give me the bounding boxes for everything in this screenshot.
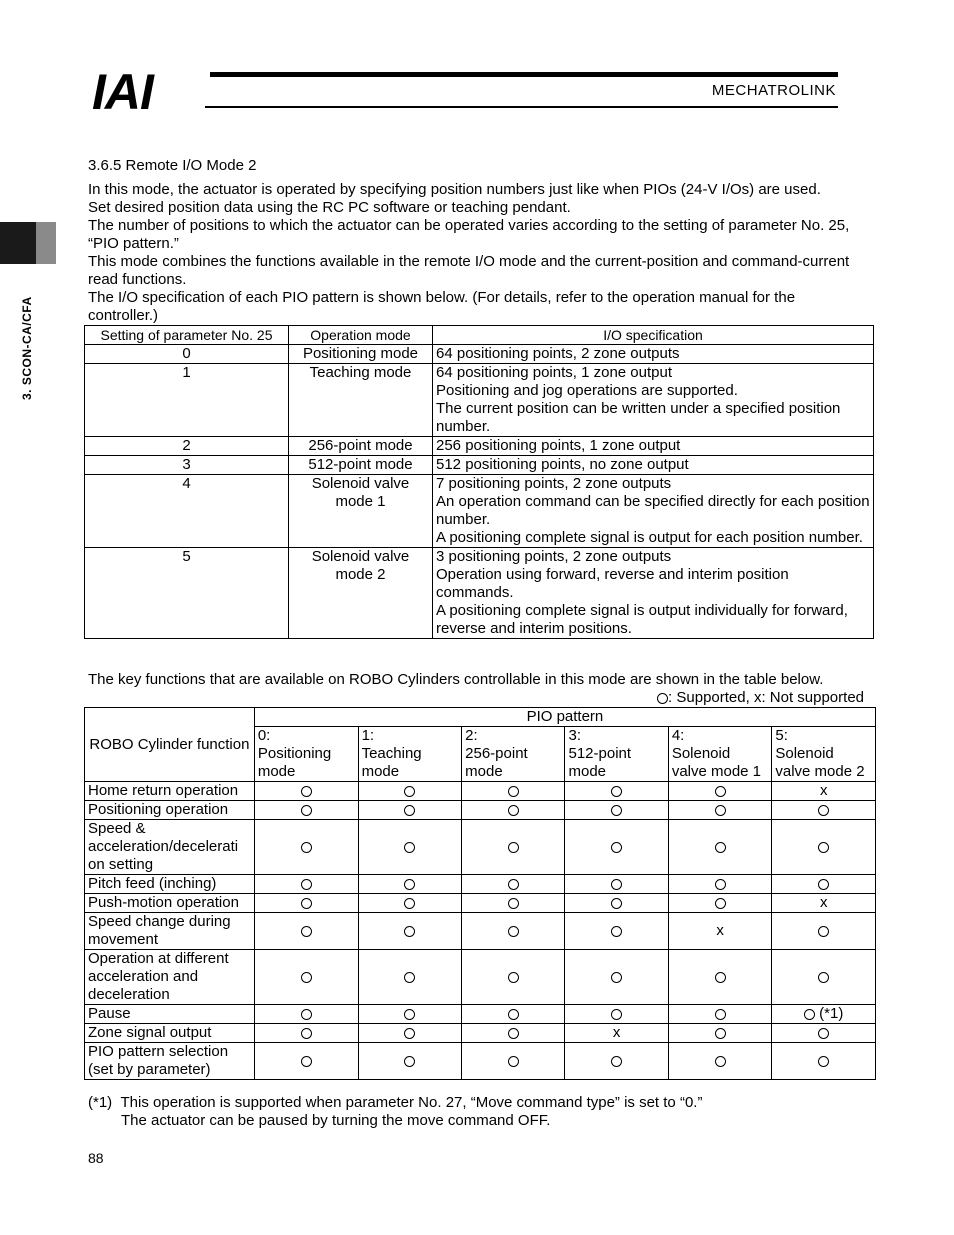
text-line: 64 positioning points, 2 zone outputs [436,345,680,362]
text-line: mode 2 [335,566,386,583]
support-cell [358,820,462,875]
support-cell [254,1005,358,1024]
circle-icon [818,1028,829,1039]
text-line: 256 positioning points, 1 zone output [436,437,681,454]
text-line: (set by parameter) [88,1061,211,1078]
setting-cell: 2 [85,437,289,456]
text-line: Pause [88,1005,131,1022]
text-line: 64 positioning points, 1 zone output [436,364,673,381]
text-line: 3: [568,727,581,744]
section-title: 3.6.5 Remote I/O Mode 2 [88,157,257,174]
support-cell [462,875,565,894]
function-cell [85,820,255,875]
mode-cell [289,475,433,548]
pio-pattern-table [84,325,874,639]
chapter-label: 3. SCON-CA/CFA [20,296,34,400]
text-line: Positioning mode [302,345,419,362]
text-line: Teaching [361,745,422,762]
circle-icon [301,926,312,937]
circle-icon [611,898,622,909]
support-cell [462,950,565,1005]
support-cell [772,950,876,1005]
table-row [85,437,874,456]
circle-icon [611,1056,622,1067]
circle-icon [715,1009,726,1020]
table-row [85,364,874,437]
functions-table [84,707,876,1080]
support-cell [462,801,565,820]
support-cell [358,1024,462,1043]
text-line: 7 positioning points, 2 zone outputs [436,475,672,492]
support-cell [668,875,772,894]
iai-logo: IAI [92,64,153,120]
footnote-ref: (*1) [815,1005,844,1022]
text-line: Solenoid [671,745,731,762]
intro-text [88,181,868,325]
circle-icon [715,879,726,890]
table-row [85,1043,876,1080]
support-cell [565,875,668,894]
support-cell [462,894,565,913]
circle-icon [508,1009,519,1020]
support-cell [772,913,876,950]
text-line: valve mode 2 [775,763,865,780]
circle-icon [508,898,519,909]
text-line: An operation command can be specified directly for each position number. [436,493,870,528]
spec-cell [433,364,874,437]
text-line: Positioning and jog operations are supported. [436,382,738,399]
legend [657,689,864,706]
support-cell [254,801,358,820]
text-line: 1: [361,727,375,744]
support-cell [668,1043,772,1080]
pattern-header [772,727,876,782]
support-cell [358,782,462,801]
support-cell [772,801,876,820]
circle-icon [301,972,312,983]
circle-icon [715,1056,726,1067]
not-supported-mark: x [819,782,828,799]
support-cell [668,801,772,820]
circle-icon [301,805,312,816]
not-supported-mark: x [716,922,724,939]
text-line: 4: [671,727,685,744]
text-line: mode [361,763,400,780]
circle-icon [715,842,726,853]
circle-icon [508,805,519,816]
circle-icon [611,842,622,853]
circle-icon [508,1056,519,1067]
circle-icon [818,842,829,853]
function-cell [85,950,255,1005]
support-cell [254,820,358,875]
header-operation-mode: Operation mode [289,326,433,345]
support-cell [668,820,772,875]
text-line: Solenoid [775,745,834,762]
circle-icon [818,926,829,937]
text-line: Speed change during [88,913,231,930]
not-supported-mark: x [612,1024,621,1041]
text-line: 5: [775,727,788,744]
header-rule-top [210,72,838,77]
pio-pattern-header: PIO pattern [254,708,875,727]
table-row [85,475,874,548]
text-line: 2: [465,727,478,744]
header-io-spec: I/O specification [433,326,874,345]
support-cell [772,1024,876,1043]
circle-icon [301,898,312,909]
text-line: Operation using forward, reverse and interim position commands. [436,566,789,601]
text-line: PIO pattern selection [88,1043,229,1060]
support-cell [358,875,462,894]
circle-icon [404,786,415,797]
text-line: A positioning complete signal is output individually for forward, reverse and interim positions. [436,602,848,637]
circle-icon [611,972,622,983]
circle-icon [611,786,622,797]
table-row [85,345,874,364]
function-cell [85,894,255,913]
circle-icon [404,1009,415,1020]
text-line: 512 positioning points, no zone output [436,456,689,473]
support-cell [565,1043,668,1080]
circle-icon [508,879,519,890]
circle-icon [657,693,668,704]
support-cell [668,950,772,1005]
text-line: acceleration/decelerati [88,838,239,855]
text-line: valve mode 1 [671,763,762,780]
not-supported-mark: x [819,894,828,911]
support-cell [668,894,772,913]
circle-icon [508,786,519,797]
circle-icon [818,1056,829,1067]
chapter-tab-accent [36,222,56,264]
circle-icon [404,1056,415,1067]
pattern-header [462,727,565,782]
function-cell [85,1043,255,1080]
footnote-mark: (*1) [88,1094,113,1111]
setting-cell: 1 [85,364,289,437]
pattern-header [358,727,462,782]
text-line: acceleration and [88,968,199,985]
circle-icon [404,1028,415,1039]
circle-icon [301,879,312,890]
support-cell [772,1043,876,1080]
circle-icon [508,926,519,937]
text-line: on setting [88,856,154,873]
text-line: Speed & [88,820,146,837]
circle-icon [404,898,415,909]
circle-icon [404,972,415,983]
support-cell [462,782,565,801]
text-line: movement [88,931,159,948]
circle-icon [611,805,622,816]
function-cell [85,782,255,801]
text-line: mode [568,763,607,780]
circle-icon [508,1028,519,1039]
text-line: Push-motion operation [88,894,239,911]
support-cell [565,820,668,875]
support-cell [565,782,668,801]
circle-icon [404,842,415,853]
table-row [85,1024,876,1043]
text-line: deceleration [88,986,170,1003]
table-row [85,894,876,913]
circle-icon [611,1009,622,1020]
text-line: mode [465,763,503,780]
support-cell [668,1024,772,1043]
text-line: Solenoid valve [311,548,410,565]
text-line: 256-point mode [308,437,413,454]
text-line: Operation at different [88,950,229,967]
table-row [85,801,876,820]
intro-paragraph: The I/O specification of each PIO pattern is shown below. (For details, refer to the operation manual for the controller.) [88,289,796,324]
support-cell [254,1024,358,1043]
support-cell [254,782,358,801]
support-cell [358,801,462,820]
footnote-line2: The actuator can be paused by turning the move command OFF. [121,1112,551,1129]
text-line: Teaching mode [309,364,412,381]
support-cell [462,1005,565,1024]
function-cell [85,875,255,894]
page-number: 88 [88,1150,104,1166]
support-cell [358,913,462,950]
text-line: 3 positioning points, 2 zone outputs [436,548,672,565]
circle-icon [804,1009,815,1020]
circle-icon [301,842,312,853]
support-cell [254,894,358,913]
table-row [85,820,876,875]
intro-paragraph: This mode combines the functions available in the remote I/O mode and the current-position and command-current read functions. [88,253,850,288]
spec-cell [433,548,874,639]
key-functions-note: The key functions that are available on ROBO Cylinders controllable in this mode are shown in the table below. [88,671,824,688]
pattern-header [565,727,668,782]
spec-cell [433,345,874,364]
spec-cell [433,456,874,475]
footnote-text: This operation is supported when parameter No. 27, “Move command type” is set to “0.” [120,1094,703,1111]
intro-paragraph: Set desired position data using the RC PC software or teaching pendant. [88,199,571,216]
support-cell [462,1043,565,1080]
function-cell [85,913,255,950]
text-line: Pitch feed (inching) [88,875,217,892]
support-cell [668,1005,772,1024]
text-line: 256-point [465,745,528,762]
support-cell [565,950,668,1005]
function-cell [85,801,255,820]
support-cell [772,894,876,913]
support-cell [358,894,462,913]
table-row [85,548,874,639]
function-cell [85,1005,255,1024]
circle-icon [301,786,312,797]
support-cell [254,1043,358,1080]
setting-cell: 0 [85,345,289,364]
pattern-header [254,727,358,782]
support-cell [565,1005,668,1024]
table-row [85,875,876,894]
text-line: 512-point [568,745,632,762]
table-row [85,782,876,801]
intro-paragraph: In this mode, the actuator is operated by specifying position numbers just like when PIOs (24-V I/Os) are used. [88,181,821,198]
header-rule-bottom [205,106,838,108]
circle-icon [508,972,519,983]
table-row [85,456,874,475]
table-row [85,913,876,950]
support-cell [565,1024,668,1043]
circle-icon [301,1056,312,1067]
text-line: 512-point mode [308,456,413,473]
support-cell [358,1005,462,1024]
table-row [85,1005,876,1024]
footnote-line1 [88,1094,702,1112]
circle-icon [404,879,415,890]
table-row [85,950,876,1005]
text-line: A positioning complete signal is output for each position number. [436,529,863,546]
legend-text: : Supported, x: Not supported [668,689,864,706]
text-line: Positioning [257,745,332,762]
text-line: Zone signal output [88,1024,212,1041]
support-cell [772,782,876,801]
text-line: Solenoid valve [311,475,410,492]
setting-cell: 4 [85,475,289,548]
text-line: Positioning operation [88,801,229,818]
circle-icon [611,879,622,890]
circle-icon [818,805,829,816]
setting-cell: 3 [85,456,289,475]
support-cell [358,950,462,1005]
circle-icon [818,879,829,890]
circle-icon [611,926,622,937]
support-cell [462,1024,565,1043]
spec-cell [433,475,874,548]
circle-icon [715,786,726,797]
support-cell [254,875,358,894]
text-line: The current position can be written under a specified position number. [436,400,841,435]
circle-icon [715,972,726,983]
mode-cell [289,437,433,456]
support-cell [462,820,565,875]
mode-cell [289,364,433,437]
spec-cell [433,437,874,456]
support-cell [668,913,772,950]
circle-icon [404,926,415,937]
text-line: mode 1 [335,493,386,510]
support-cell [565,913,668,950]
support-cell [462,913,565,950]
text-line: 0: [257,727,271,744]
support-cell [358,1043,462,1080]
support-cell [565,894,668,913]
support-cell [254,913,358,950]
setting-cell: 5 [85,548,289,639]
pattern-header [668,727,772,782]
function-cell [85,1024,255,1043]
text-line: mode [257,763,296,780]
mode-cell [289,456,433,475]
header-brand: MECHATROLINK [711,82,836,99]
circle-icon [508,842,519,853]
circle-icon [818,972,829,983]
support-cell [668,782,772,801]
support-cell [772,875,876,894]
mode-cell [289,345,433,364]
mode-cell [289,548,433,639]
circle-icon [404,805,415,816]
support-cell [254,950,358,1005]
header-setting: Setting of parameter No. 25 [85,326,289,345]
circle-icon [715,898,726,909]
circle-icon [301,1028,312,1039]
support-cell [565,801,668,820]
circle-icon [715,1028,726,1039]
intro-paragraph: The number of positions to which the actuator can be operated varies according to the setting of parameter No. 25, “PIO pattern.” [88,217,850,252]
function-header: ROBO Cylinder function [85,708,255,782]
circle-icon [715,805,726,816]
circle-icon [301,1009,312,1020]
support-cell [772,820,876,875]
text-line: Home return operation [88,782,239,799]
support-cell [772,1005,876,1024]
